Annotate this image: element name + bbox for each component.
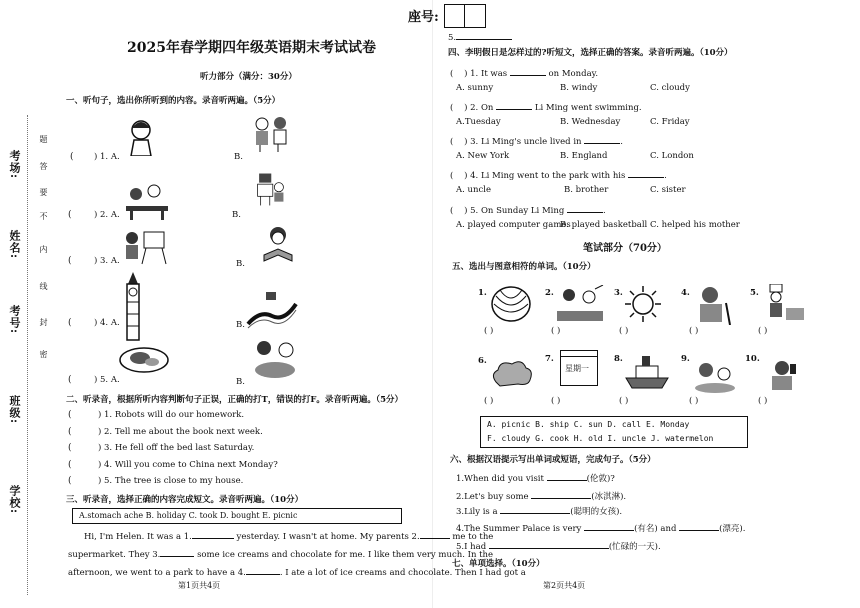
statement-1: ) 1. Robots will do our homework. — [98, 410, 245, 420]
passage-text: some ice creams and chocolate for me. I like them very much. In the — [197, 550, 494, 560]
page-fold — [432, 0, 433, 608]
mc-question-2: ( ) 2. On Li Ming went swimming. — [450, 100, 642, 113]
gutter-xuexiao: 学校: — [8, 485, 21, 515]
answer-blank[interactable] — [489, 539, 609, 549]
word-choice-box — [480, 416, 748, 448]
seal-char: 封 — [39, 318, 48, 326]
pic-answer-paren[interactable]: ( ) — [689, 326, 699, 336]
passage-text: afternoon, we went to a park to have a 4. — [68, 568, 246, 578]
mc1-option-a: A. sunny — [456, 83, 494, 93]
q3-option-b: B. — [236, 259, 245, 269]
answer-paren: ( — [68, 410, 72, 420]
q5-option-b: B. — [236, 377, 245, 387]
mc3-option-b: B. England — [560, 151, 608, 161]
seal-char: 内 — [39, 245, 48, 253]
fill-sentence-3 — [456, 504, 622, 517]
section-5-heading: 五、选出与图意相符的单词。（10分） — [452, 262, 596, 272]
answer-paren: ( — [68, 427, 72, 437]
pic-number: 2. — [545, 288, 554, 298]
q2-option-b: B. — [232, 210, 241, 220]
statement-5: ) 5. The tree is close to my house. — [98, 476, 244, 486]
passage-text: Hi, I'm Helen. It was a 1. — [84, 532, 192, 542]
sentence-text: (忙碌的一天). — [608, 542, 661, 552]
section-3-heading: 三、听录音，选择正确的内容完成短文。录音听两遍。（10分） — [66, 495, 304, 505]
pic-number: 6. — [478, 356, 487, 366]
fill-sentence-5 — [456, 539, 661, 552]
word-choice-line-2: F. cloudy G. cook H. old I. uncle J. watermelon — [487, 434, 714, 443]
pic-number: 5. — [750, 288, 759, 298]
pic-number: 10. — [745, 354, 760, 364]
stem: . — [620, 137, 623, 147]
section-4-heading: 四、李明假日是怎样过的?听短文，选择正确的答案。录音听两遍。（10分） — [448, 48, 733, 58]
pic-number: 9. — [681, 354, 690, 364]
sentence-text: (有名) and — [634, 524, 677, 534]
page-footer-1: 第1页共4页 — [178, 581, 221, 590]
mc1-option-c: C. cloudy — [650, 83, 690, 93]
pic-number: 7. — [545, 354, 554, 364]
answer-blank[interactable] — [531, 489, 591, 499]
mc-question-4: ( ) 4. Li Ming went to the park with his . — [450, 168, 667, 181]
pic-number: 1. — [478, 288, 487, 298]
big-ben-picture — [118, 272, 148, 342]
answer-paren: ( — [68, 460, 72, 470]
seal-line — [27, 115, 28, 595]
seal-char: 密 — [39, 350, 48, 358]
stem: Li Ming went swimming. — [534, 103, 642, 113]
mc4-option-b: B. brother — [564, 185, 609, 195]
answer-blank[interactable] — [510, 66, 546, 76]
stem: on Monday. — [548, 69, 599, 79]
pic-number: 3. — [614, 288, 623, 298]
gutter-banji: 班级: — [8, 395, 21, 425]
uncle-picture — [692, 360, 738, 394]
answer-blank[interactable] — [246, 565, 280, 575]
sentence-text: 1.When did you visit — [456, 474, 544, 484]
girl-picture — [118, 118, 164, 156]
kids-eating-picture — [250, 338, 300, 380]
seal-char: 线 — [39, 282, 48, 290]
answer-paren: ( — [68, 375, 72, 385]
fill-sentence-1 — [456, 471, 615, 484]
mc-question-5: ( ) 5. On Sunday Li Ming . — [450, 203, 606, 216]
seal-char: 不 — [39, 212, 48, 220]
sentence-text: (聪明的女孩). — [570, 507, 623, 517]
call-picture — [762, 358, 802, 392]
answer-blank[interactable] — [628, 168, 664, 178]
seat-number-box — [444, 4, 486, 28]
answer-blank[interactable] — [584, 521, 634, 531]
q1-label: ) 1. A. — [94, 152, 120, 162]
section-6-heading: 六、根据汉语提示写出单词或短语，完成句子。（5分） — [450, 455, 656, 465]
passage-text: me to the — [452, 532, 494, 542]
written-header: 笔试部分（70分） — [583, 243, 667, 254]
seal-char: 题 — [39, 135, 48, 143]
passage-text: yesterday. I wasn't at home. My parents 2. — [236, 532, 420, 542]
answer-paren: ( — [68, 210, 72, 220]
answer-paren: ( — [68, 476, 72, 486]
sentence-text: 2.Let's buy some — [456, 492, 529, 502]
answer-blank[interactable] — [456, 30, 512, 40]
cook-picture — [762, 284, 806, 324]
word-bank: A.stomach ache B. holiday C. took D. bought E. picnic — [79, 511, 298, 520]
mc4-option-a: A. uncle — [456, 185, 492, 195]
stem: ) 1. It was — [464, 69, 508, 79]
sentence-text: 4.The Summer Palace is very — [456, 524, 582, 534]
passage-text: . I ate a lot of ice creams and chocolate. Then I had got a — [279, 568, 526, 578]
section-2-heading: 二、听录音，根据所听内容判断句子正误，正确的打T，错误的打F。录音听两遍。（5分） — [66, 395, 404, 405]
sentence-text: (冰淇淋). — [591, 492, 627, 502]
pic-answer-paren[interactable]: ( ) — [758, 326, 768, 336]
pic-answer-paren[interactable]: ( ) — [689, 396, 699, 406]
stem: ) 4. Li Ming went to the park with his — [464, 171, 626, 181]
listening-header: 听力部分（满分：30分） — [200, 72, 297, 82]
great-wall-picture — [246, 290, 298, 330]
pic-answer-paren[interactable]: ( ) — [484, 326, 494, 336]
mc5-option-c: C. helped his mother — [650, 220, 740, 230]
stem: ) 2. On — [464, 103, 494, 113]
pic-answer-paren[interactable]: ( ) — [551, 396, 561, 406]
calendar-label: 星期一 — [565, 364, 589, 373]
statement-3: ) 3. He fell off the bed last Saturday. — [98, 443, 255, 453]
calendar-picture — [560, 350, 598, 386]
stem: . — [664, 171, 667, 181]
sun-picture — [622, 284, 664, 324]
pic-answer-paren[interactable]: ( ) — [619, 326, 629, 336]
statement-2: ) 2. Tell me about the book next week. — [98, 427, 263, 437]
pic-answer-paren[interactable]: ( ) — [484, 396, 494, 406]
answer-blank[interactable] — [160, 547, 194, 557]
q4-option-b: B. — [236, 320, 245, 330]
kids-at-table-picture — [124, 182, 170, 220]
pic-answer-paren[interactable]: ( ) — [619, 396, 629, 406]
answer-blank[interactable] — [420, 529, 450, 539]
stem: ) 5. On Sunday Li Ming — [464, 206, 565, 216]
q4-label: ) 4. A. — [94, 318, 120, 328]
section-1-heading: 一、听句子，选出你所听到的内容。录音听两遍。（5分） — [66, 96, 281, 106]
girl-reading-picture — [256, 225, 302, 263]
passage-text: supermarket. They 3. — [68, 550, 161, 560]
pic-answer-paren[interactable]: ( ) — [758, 396, 768, 406]
seal-char: 答 — [39, 162, 48, 170]
mc4-option-c: C. sister — [650, 185, 686, 195]
word-choice-line-1: A. picnic B. ship C. sun D. call E. Monday — [487, 420, 690, 429]
mc2-option-a: A.Tuesday — [456, 117, 501, 127]
mc2-option-c: C. Friday — [650, 117, 690, 127]
sentence-text: 5.I had — [456, 542, 487, 552]
gutter-xingming: 姓名: — [8, 230, 21, 260]
answer-blank[interactable] — [679, 521, 719, 531]
prev-question-5 — [448, 30, 512, 43]
answer-blank[interactable] — [584, 134, 620, 144]
gutter-kaochang: 考场: — [8, 150, 21, 180]
ship-picture — [624, 352, 670, 390]
answer-paren: ( — [70, 152, 74, 162]
mc3-option-a: A. New York — [456, 151, 510, 161]
stem: . — [603, 206, 606, 216]
mc-question-3: ( ) 3. Li Ming's uncle lived in . — [450, 134, 623, 147]
answer-blank[interactable] — [192, 529, 234, 539]
watermelon-picture — [490, 284, 532, 322]
mc3-option-c: C. London — [650, 151, 694, 161]
robot-and-kids-picture — [246, 172, 292, 210]
pic-number: 8. — [614, 354, 623, 364]
answer-paren: ( — [68, 256, 72, 266]
answer-blank[interactable] — [547, 471, 587, 481]
mc1-option-b: B. windy — [560, 83, 598, 93]
mc5-option-a: A. played computer games — [456, 220, 571, 230]
cloud-picture — [488, 358, 536, 388]
page-footer-2: 第2页共4页 — [543, 581, 586, 590]
q5-label: ) 5. A. — [94, 375, 120, 385]
passage-line-1 — [84, 529, 493, 542]
q3-label: ) 3. A. — [94, 256, 120, 266]
answer-paren: ( — [68, 443, 72, 453]
answer-blank[interactable] — [567, 203, 603, 213]
mc-question-1: ( ) 1. It was on Monday. — [450, 66, 598, 79]
q1-option-b: B. — [234, 152, 243, 162]
pic-answer-paren[interactable]: ( ) — [551, 326, 561, 336]
statement-4: ) 4. Will you come to China next Monday? — [98, 460, 278, 470]
fill-sentence-2 — [456, 489, 626, 502]
fill-sentence-4 — [456, 521, 745, 534]
mc2-option-b: B. Wednesday — [560, 117, 621, 127]
passage-line-2 — [68, 547, 493, 560]
mc5-option-b: B. played basketball — [560, 220, 648, 230]
section-7-heading: 七、单项选择。（10分） — [452, 559, 545, 569]
picnic-picture — [555, 285, 605, 325]
food-plate-picture — [118, 342, 170, 376]
pic-number: 4. — [681, 288, 690, 298]
sentence-text: (伦敦)? — [586, 474, 615, 484]
stem: ) 3. Li Ming's uncle lived in — [464, 137, 582, 147]
answer-paren: ( — [68, 318, 72, 328]
sentence-text: (漂亮). — [719, 524, 746, 534]
answer-blank[interactable] — [496, 100, 532, 110]
seal-char: 要 — [39, 188, 48, 196]
word-bank-box — [72, 508, 402, 524]
question-number: 5. — [448, 33, 457, 43]
old-man-picture — [690, 285, 734, 325]
two-boys-picture — [248, 114, 294, 152]
gutter-kaohao: 考号: — [8, 305, 21, 335]
boy-painting-picture — [122, 228, 168, 266]
q2-label: ) 2. A. — [94, 210, 120, 220]
sentence-text: 3.Lily is a — [456, 507, 498, 517]
seat-label: 座号: — [408, 10, 439, 25]
exam-title: 2025年春学期四年级英语期末考试试卷 — [127, 40, 376, 56]
answer-blank[interactable] — [500, 504, 570, 514]
